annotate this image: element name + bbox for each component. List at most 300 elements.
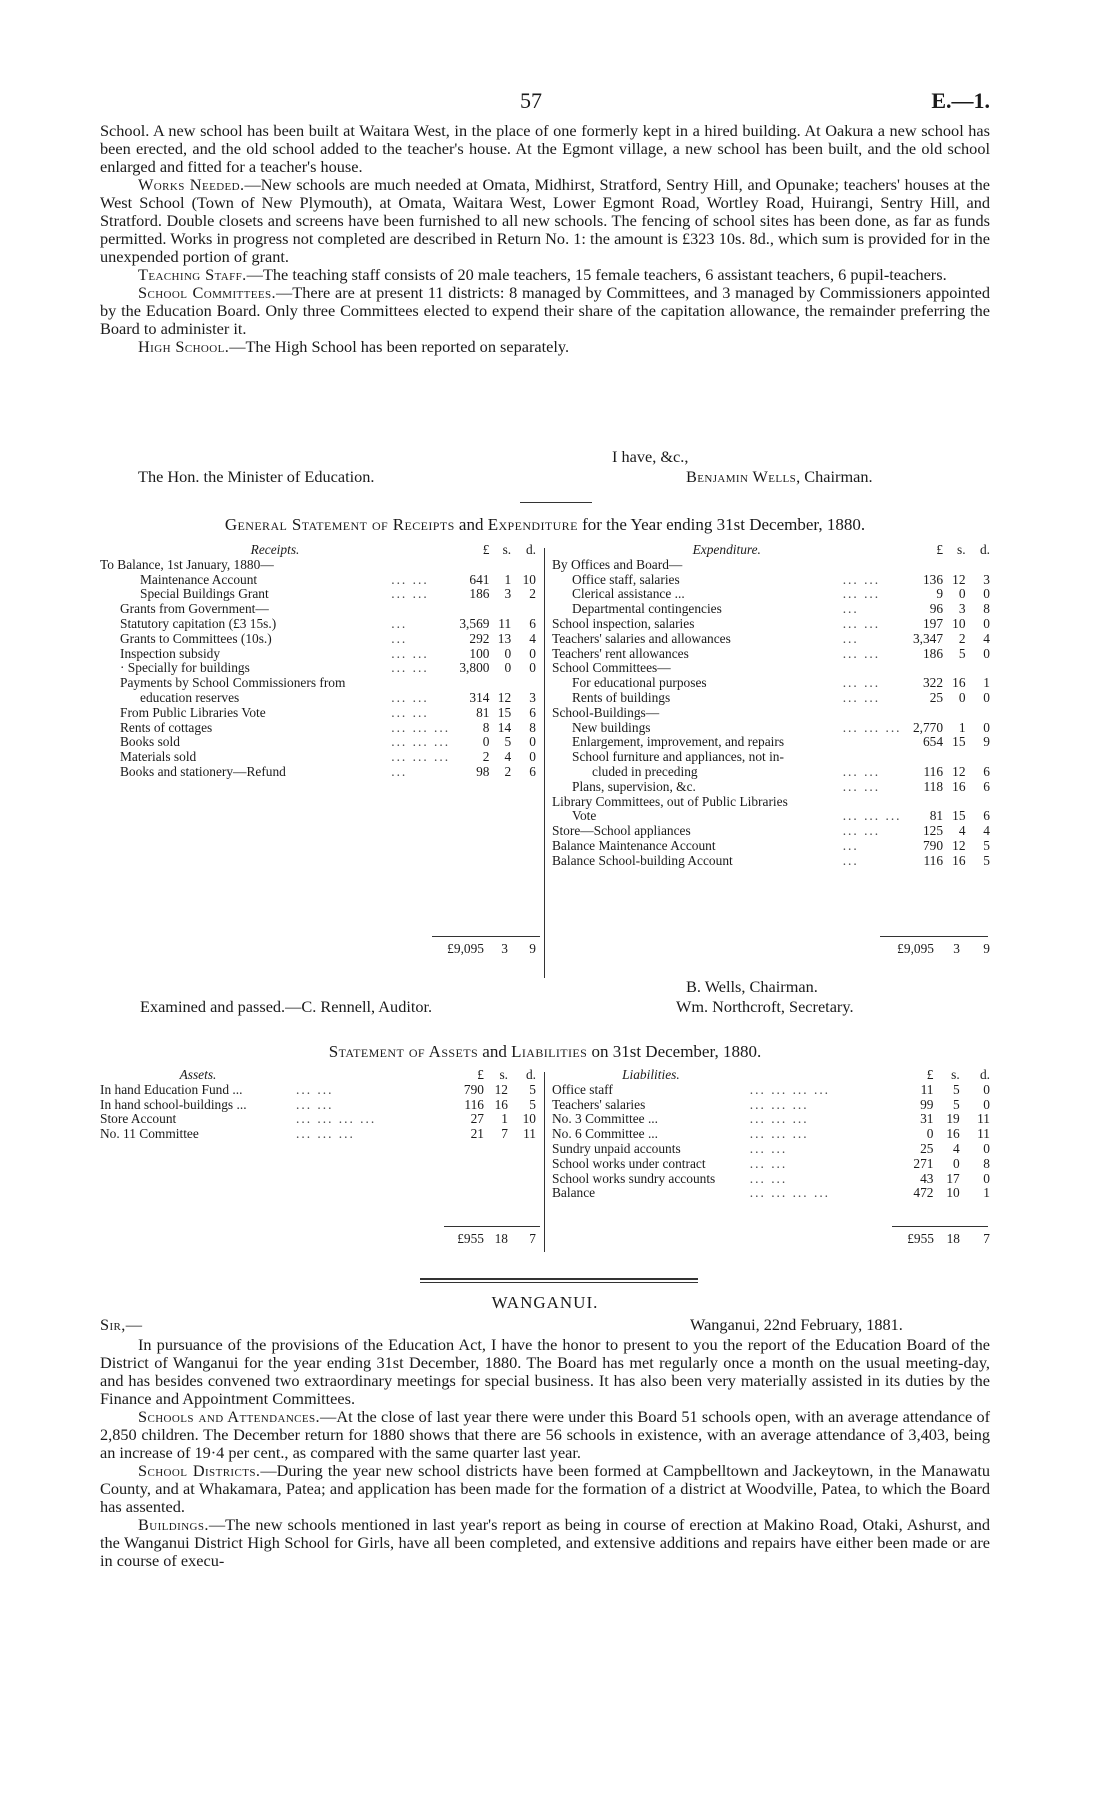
expenditure-total: £9,095 3 9 <box>897 941 990 956</box>
pence-value: 6 <box>529 763 536 779</box>
pence-value: 4 <box>983 823 990 839</box>
leader-dots <box>843 750 902 765</box>
leader-dots: ... ... <box>842 689 881 705</box>
shillings-value: 4 <box>504 749 512 765</box>
row-label: No. 3 Committee ... <box>552 1111 659 1127</box>
expenditure-row <box>552 839 990 854</box>
receipt-row <box>100 602 536 617</box>
shillings-value: 12 <box>952 571 966 587</box>
expenditure-row <box>552 721 990 736</box>
pounds-value: 116 <box>464 1096 484 1112</box>
leader-dots: ... <box>842 601 859 617</box>
pounds-value: 81 <box>929 808 944 824</box>
leader-dots: ... ... <box>842 586 881 602</box>
pence-value: 5 <box>529 1081 536 1097</box>
teaching-staff-text: —The teaching staff consists of 20 male teachers, 15 female teachers, 6 assistant teachers, 6 pupil-teachers. <box>246 265 947 284</box>
pounds-value: 314 <box>469 689 490 705</box>
shilling-header: s. <box>502 542 512 557</box>
pounds-value <box>450 558 489 573</box>
receipt-row <box>100 573 536 588</box>
assets-total-rule <box>444 1226 540 1227</box>
row-label: New buildings <box>572 719 651 735</box>
leader-dots: ... ... <box>842 823 881 839</box>
leader-dots: ... ... <box>391 660 429 676</box>
pounds-value: 11 <box>920 1081 934 1097</box>
receipts-total: £9,095 3 9 <box>447 941 536 956</box>
pence-value: 3 <box>529 689 536 705</box>
high-school-paragraph <box>100 338 990 356</box>
works-needed-paragraph <box>100 176 990 266</box>
top-text <box>100 122 990 356</box>
leader-dots: ... ... ... <box>391 749 451 765</box>
pence-value <box>966 661 990 676</box>
shillings-value: 10 <box>952 615 966 631</box>
pounds-value <box>902 795 944 810</box>
row-label: Sundry unpaid accounts <box>552 1140 681 1156</box>
section-separator <box>420 1278 698 1280</box>
pound-header: £ <box>482 542 490 557</box>
leader-dots: ... <box>391 630 408 646</box>
row-label: Special Buildings Grant <box>140 586 269 602</box>
pounds-value: 3,347 <box>912 630 944 646</box>
pounds-value: 2,770 <box>912 719 944 735</box>
leader-dots: ... ... <box>391 689 429 705</box>
row-label: Materials sold <box>120 749 197 765</box>
pence-header: d. <box>525 542 536 557</box>
expenditure-row <box>552 824 990 839</box>
pence-value: 0 <box>983 1081 990 1097</box>
row-label: Office staff <box>552 1081 613 1097</box>
closing-addressee: The Hon. the Minister of Education. <box>138 467 375 486</box>
leader-dots: ... ... <box>391 571 429 587</box>
shilling-header: s. <box>956 542 966 557</box>
expenditure-row <box>552 750 990 765</box>
receipts-table <box>100 543 536 780</box>
shillings-value <box>943 661 965 676</box>
pounds-value: 186 <box>922 645 944 661</box>
wanganui-heading: WANGANUI. <box>491 1293 599 1312</box>
pence-value: 0 <box>529 749 536 765</box>
leader-dots: ... <box>842 852 859 868</box>
leader-dots <box>843 706 902 721</box>
shillings-value: 0 <box>958 689 966 705</box>
shillings-value: 1 <box>958 719 966 735</box>
shillings-value: 7 <box>501 1126 508 1142</box>
shillings-value: 3 <box>504 586 512 602</box>
buildings-paragraph: Buildings.—The new schools mentioned in last year's report as being in course of erection at Makino Road, Otaki, Ashurst, and the Wanganui District High School for Girls, have all been completed, and extensive additions and repairs have either been made or are in course of execu- <box>100 1515 990 1570</box>
leader-dots: ... ... <box>296 1096 334 1112</box>
wanganui-intro: In pursuance of the provisions of the Education Act, I have the honor to present to you the report of the Education Board of the District of Wanganui for the year ending 31st December, 1880. The Board has met regularly once a month on the usual meeting-day, and has besides convened two extraordinary meetings for special business. It has also been very materially assisted in its duties by the Finance and Appointment Committees. <box>100 1335 990 1408</box>
shillings-value: 12 <box>952 837 966 853</box>
row-label: Store—School appliances <box>552 823 691 839</box>
pounds-value: 2 <box>482 749 490 765</box>
row-label: Enlargement, improvement, and repairs <box>572 734 785 750</box>
pence-value: 11 <box>523 1126 536 1142</box>
receipt-row <box>100 647 536 662</box>
pence-value: 5 <box>983 837 990 853</box>
leader-dots: ... ... ... <box>842 719 902 735</box>
asset-row <box>100 1127 536 1142</box>
leader-dots: ... ... ... <box>749 1126 809 1142</box>
pence-value: 4 <box>529 630 536 646</box>
row-label: Maintenance Account <box>140 571 258 587</box>
shillings-value: 16 <box>494 1096 508 1112</box>
expenditure-row <box>552 676 990 691</box>
row-label: Vote <box>572 808 597 824</box>
shillings-value: 12 <box>952 763 966 779</box>
pounds-value: 0 <box>926 1126 934 1142</box>
row-label: In hand school-buildings ... <box>100 1096 247 1112</box>
receipt-row <box>100 661 536 676</box>
shillings-value: 15 <box>497 704 512 720</box>
expenditure-row <box>552 706 990 721</box>
shillings-value: 11 <box>498 615 512 631</box>
pence-value: 0 <box>983 1096 990 1112</box>
secretary-signature: Wm. Northcroft, Secretary. <box>676 997 854 1016</box>
expenditure-row <box>552 632 990 647</box>
pounds-value <box>450 602 489 617</box>
row-label: Teachers' rent allowances <box>552 645 689 661</box>
row-label: Teachers' salaries <box>552 1096 646 1112</box>
pounds-value: 21 <box>470 1126 484 1142</box>
leader-dots: ... ... <box>842 571 881 587</box>
liabilities-table <box>552 1068 990 1201</box>
pence-value: 6 <box>529 704 536 720</box>
pounds-value <box>902 661 944 676</box>
leader-dots: ... ... <box>391 645 429 661</box>
pounds-value: 99 <box>920 1096 934 1112</box>
row-label: School works sundry accounts <box>552 1170 716 1186</box>
leader-dots: ... ... ... <box>391 734 451 750</box>
teaching-staff-heading: Teaching Staff. <box>138 265 247 284</box>
pence-value: 1 <box>983 1185 990 1201</box>
shillings-value: 16 <box>952 675 966 691</box>
shillings-value: 15 <box>952 734 966 750</box>
shillings-value: 16 <box>946 1126 960 1142</box>
shillings-value: 4 <box>953 1140 960 1156</box>
pence-value: 6 <box>983 778 990 794</box>
leader-dots: ... <box>391 763 408 779</box>
wanganui-salutation: Sir,— <box>100 1315 143 1334</box>
wanganui-place-date: Wanganui, 22nd February, 1881. <box>690 1315 903 1334</box>
pence-value: 9 <box>983 734 990 750</box>
leader-dots: ... ... ... <box>391 719 451 735</box>
pounds-value: 116 <box>923 852 944 868</box>
school-committees-paragraph <box>100 284 990 338</box>
pounds-value: 81 <box>476 704 490 720</box>
pounds-value: 3,800 <box>459 660 490 676</box>
shillings-value: 0 <box>504 645 512 661</box>
pence-value: 0 <box>529 734 536 750</box>
row-label: Books sold <box>120 734 180 750</box>
leader-dots: ... ... <box>749 1155 788 1171</box>
districts-paragraph: School Districts.—During the year new school districts have been formed at Campbelltown and Jackeytown, in the Manawatu County, and at Whakamara, Patea; and application has been made for the formation of a district at Woodville, Patea, to which the Board has assented. <box>100 1461 990 1516</box>
row-label: Library Committees, out of Public Libraries <box>552 793 788 809</box>
leader-dots: ... ... ... ... <box>749 1185 831 1201</box>
pence-value: 11 <box>977 1111 990 1127</box>
pounds-value <box>902 750 944 765</box>
row-label: School works under contract <box>552 1155 706 1171</box>
leader-dots: ... ... ... ... <box>296 1111 377 1127</box>
asset-row <box>100 1083 536 1098</box>
pounds-value: 186 <box>469 586 490 602</box>
row-label: Office staff, salaries <box>572 571 680 587</box>
shillings-value: 0 <box>953 1155 960 1171</box>
shillings-value: 0 <box>958 586 966 602</box>
row-label: Clerical assistance ... <box>572 586 685 602</box>
page-reference: E.—1. <box>931 88 990 113</box>
pounds-value: 125 <box>922 823 944 839</box>
shillings-value: 16 <box>952 852 966 868</box>
auditor-signature: Examined and passed.—C. Rennell, Auditor. <box>140 997 433 1016</box>
expenditure-row <box>552 647 990 662</box>
assets-total: £955 18 7 <box>457 1231 536 1246</box>
shillings-value <box>943 558 965 573</box>
row-label: Statutory capitation (£3 15s.) <box>120 615 277 631</box>
high-school-text: —The High School has been reported on separately. <box>229 337 570 356</box>
receipt-row <box>100 735 536 750</box>
closing-signature: Benjamin Wells, Chairman. <box>686 467 873 486</box>
shillings-value: 15 <box>952 808 966 824</box>
receipt-row <box>100 721 536 736</box>
pounds-value: 9 <box>936 586 944 602</box>
row-label: From Public Libraries Vote <box>120 704 266 720</box>
column-divider <box>544 1072 545 1252</box>
pence-value: 0 <box>983 1170 990 1186</box>
pence-value <box>511 602 536 617</box>
shillings-value: 13 <box>497 630 512 646</box>
pence-value <box>511 676 536 691</box>
pence-value: 6 <box>529 615 536 631</box>
pence-header: d. <box>979 542 990 557</box>
liability-row <box>552 1127 990 1142</box>
divider-rule <box>520 502 592 503</box>
liability-row <box>552 1112 990 1127</box>
shilling-header: s. <box>951 1067 960 1082</box>
pence-value: 0 <box>983 1140 990 1156</box>
leader-dots <box>843 735 902 750</box>
liabilities-total: £955 18 7 <box>907 1231 990 1246</box>
shillings-value: 12 <box>494 1081 508 1097</box>
row-label: School Committees— <box>552 660 671 676</box>
shillings-value: 4 <box>958 823 966 839</box>
expenditure-row <box>552 765 990 780</box>
pounds-value: 0 <box>482 734 490 750</box>
leader-dots: ... ... <box>749 1140 788 1156</box>
shillings-value: 5 <box>958 645 966 661</box>
row-label: · Specially for buildings <box>120 660 250 676</box>
pence-value: 6 <box>983 808 990 824</box>
pence-value: 11 <box>977 1126 990 1142</box>
row-label: Plans, supervision, &c. <box>572 778 696 794</box>
pounds-value: 322 <box>922 675 944 691</box>
leader-dots: ... <box>842 630 859 646</box>
teaching-staff-paragraph <box>100 266 990 284</box>
row-label: Departmental contingencies <box>572 601 722 617</box>
leader-dots: ... ... ... ... <box>749 1081 831 1097</box>
expenditure-row <box>552 780 990 795</box>
shillings-value: 5 <box>953 1096 960 1112</box>
assets-statement-title: Statement of Assets and Liabilities on 31st December, 1880. <box>328 1042 762 1061</box>
pence-value: 0 <box>529 645 536 661</box>
shillings-value <box>489 602 511 617</box>
expenditure-row <box>552 809 990 824</box>
leader-dots: ... ... <box>749 1170 788 1186</box>
pence-value: 4 <box>983 630 990 646</box>
expenditure-row <box>552 573 990 588</box>
pence-value <box>966 706 990 721</box>
row-label: Rents of cottages <box>120 719 213 735</box>
pounds-value: 96 <box>929 601 944 617</box>
shillings-value: 17 <box>946 1170 960 1186</box>
receipt-row <box>100 750 536 765</box>
shillings-value: 16 <box>952 778 966 794</box>
row-label: Store Account <box>100 1111 177 1127</box>
pence-value: 5 <box>529 1096 536 1112</box>
leader-dots: ... ... <box>391 704 429 720</box>
shillings-value <box>489 676 511 691</box>
schools-paragraph: Schools and Attendances.—At the close of last year there were under this Board 51 schools open, with an average attendance of 2,850 children. The December return for 1880 shows that there are 56 schools in existence, with an average attendance of 3,403, being an increase of 19·4 per cent., as compared with the same quarter last year. <box>100 1407 991 1462</box>
asset-row <box>100 1112 536 1127</box>
shillings-value <box>943 706 965 721</box>
pounds-value: 292 <box>469 630 490 646</box>
pounds-value: 136 <box>922 571 944 587</box>
pounds-value: 641 <box>469 571 490 587</box>
liability-row <box>552 1186 990 1201</box>
assets-table <box>100 1068 536 1142</box>
expenditure-heading: Expenditure. <box>692 542 761 557</box>
shillings-value: 10 <box>946 1185 960 1201</box>
shillings-value: 5 <box>953 1081 960 1097</box>
row-label: No. 11 Committee <box>100 1126 199 1142</box>
pence-value <box>966 795 990 810</box>
leader-dots: ... <box>391 615 408 631</box>
shillings-value: 1 <box>501 1111 508 1127</box>
pence-value: 0 <box>983 719 990 735</box>
receipt-row <box>100 676 536 691</box>
leader-dots: ... ... <box>842 675 881 691</box>
pence-header: d. <box>979 1067 990 1082</box>
high-school-heading: High School. <box>138 337 230 356</box>
row-label: For educational purposes <box>572 675 707 691</box>
receipt-row <box>100 617 536 632</box>
pound-header: £ <box>926 1067 934 1082</box>
pound-header: £ <box>936 542 944 557</box>
liabilities-total-rule <box>892 1226 988 1227</box>
pounds-value <box>902 706 944 721</box>
pence-value: 6 <box>983 763 990 779</box>
pounds-value: 43 <box>920 1170 934 1186</box>
intro-paragraph: School. A new school has been built at Waitara West, in the place of one formerly kept in a hired building. At Oakura a new school has been erected, and the old school added to the teacher's house. At the Egmont village, a new school has been built, and the old school enlarged and fitted for a teacher's house. <box>100 121 990 176</box>
row-label: Books and stationery—Refund <box>120 763 286 779</box>
school-committees-heading: School Committees. <box>138 283 276 302</box>
leader-dots <box>391 602 450 617</box>
row-label: Balance Maintenance Account <box>552 837 716 853</box>
liability-row <box>552 1142 990 1157</box>
row-label: School inspection, salaries <box>552 615 695 631</box>
leader-dots: ... ... ... <box>749 1111 809 1127</box>
shillings-value: 0 <box>504 660 512 676</box>
pounds-value: 197 <box>922 615 944 631</box>
leader-dots: ... ... ... <box>749 1096 809 1112</box>
pence-value: 1 <box>983 675 990 691</box>
assets-heading: Assets. <box>179 1067 217 1082</box>
liability-row <box>552 1098 990 1113</box>
chairman-signature: B. Wells, Chairman. <box>686 977 818 996</box>
shilling-header: s. <box>499 1067 508 1082</box>
expenditure-row <box>552 617 990 632</box>
works-needed-text: —New schools are much needed at Omata, Midhirst, Stratford, Sentry Hill, and Opunake; teachers' houses at the West School (Town of New Plymouth), at Omata, Waitara West, Lower Egmont Road, Wortley Road, Huirangi, Sentry Hill, and Stratford. Double closets and screens have been furnished to all new schools. The fencing of school sites has been done, as far as funds permitted. Works in progress not completed are described in Return No. 1: the amount is £323 10s. 8d., which sum is provided for in the unexpended portion of grant. <box>100 175 990 266</box>
expenditure-row <box>552 795 990 810</box>
leader-dots: ... ... <box>842 778 881 794</box>
school-committees-text: —There are at present 11 districts: 8 managed by Committees, and 3 managed by Commissioners appointed by the Education Board. Only three Committees elected to expend their share of the capitation allowance, the remainder preferring the Board to administer it. <box>100 283 990 338</box>
pounds-value: 3,569 <box>459 615 490 631</box>
expenditure-total-rule <box>880 936 988 937</box>
shillings-value: 2 <box>958 630 966 646</box>
leader-dots <box>843 661 902 676</box>
section-separator-thin <box>420 1282 698 1283</box>
pence-value <box>966 750 990 765</box>
shillings-value <box>943 795 965 810</box>
shillings-value: 1 <box>504 571 512 587</box>
row-label: Grants to Committees (10s.) <box>120 630 272 646</box>
pounds-value: 31 <box>920 1111 934 1127</box>
pounds-value: 472 <box>913 1185 934 1201</box>
pence-value: 8 <box>983 1155 990 1171</box>
leader-dots <box>843 795 902 810</box>
leader-dots: ... ... ... <box>842 808 902 824</box>
pounds-value: 25 <box>920 1140 934 1156</box>
pounds-value: 27 <box>470 1111 484 1127</box>
expenditure-row <box>552 661 990 676</box>
pounds-value: 271 <box>913 1155 934 1171</box>
row-label: Balance School-building Account <box>552 852 733 868</box>
pounds-value: 118 <box>923 778 944 794</box>
shillings-value: 14 <box>497 719 512 735</box>
leader-dots <box>391 676 450 691</box>
column-divider <box>544 548 545 978</box>
liabilities-heading: Liabilities. <box>622 1067 680 1082</box>
pound-header: £ <box>477 1067 484 1082</box>
row-label: To Balance, 1st January, 1880— <box>100 556 274 572</box>
leader-dots: ... ... <box>296 1081 334 1097</box>
leader-dots: ... ... <box>842 645 881 661</box>
row-label: Teachers' salaries and allowances <box>552 630 731 646</box>
receipt-row <box>100 691 536 706</box>
expenditure-row <box>552 558 990 573</box>
row-label: Grants from Government— <box>120 601 269 617</box>
leader-dots: ... ... <box>842 615 881 631</box>
receipt-row <box>100 765 536 780</box>
expenditure-row <box>552 691 990 706</box>
pence-value: 2 <box>529 586 536 602</box>
leader-dots: ... <box>842 837 859 853</box>
pence-value: 8 <box>529 719 536 735</box>
pence-value: 5 <box>983 852 990 868</box>
expenditure-table <box>552 543 990 869</box>
asset-row <box>100 1098 536 1113</box>
closing-salutation: I have, &c., <box>612 447 689 466</box>
liability-row <box>552 1083 990 1098</box>
pence-value: 0 <box>983 586 990 602</box>
leader-dots: ... ... <box>391 586 429 602</box>
pence-value: 10 <box>522 1111 536 1127</box>
receipts-heading: Receipts. <box>250 542 300 557</box>
row-label: Balance <box>552 1185 596 1201</box>
pounds-value: 654 <box>922 734 944 750</box>
pence-value: 0 <box>983 689 990 705</box>
receipt-row <box>100 632 536 647</box>
